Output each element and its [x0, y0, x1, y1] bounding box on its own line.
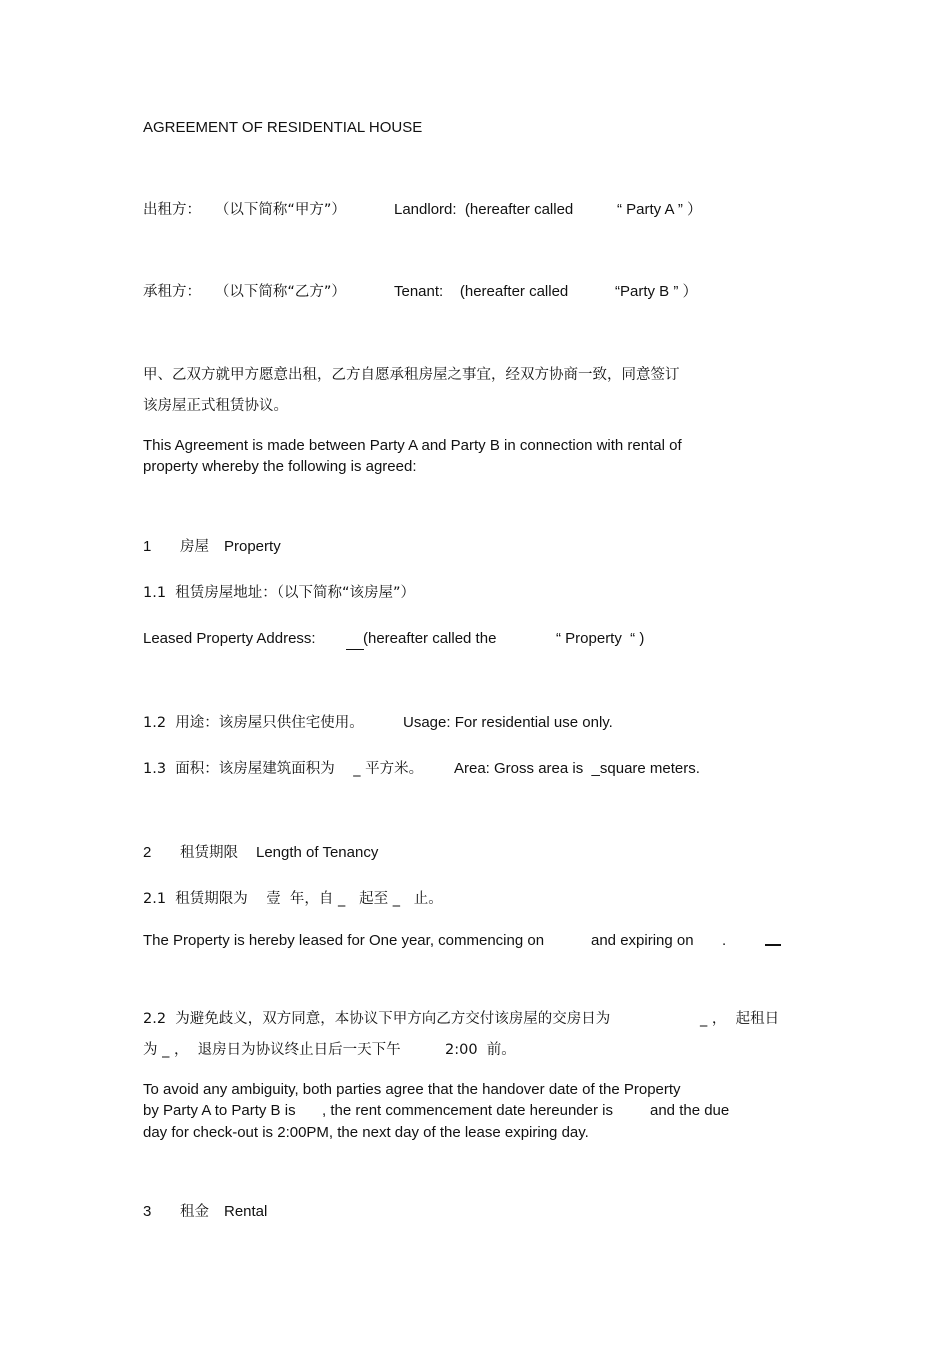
intro-cn-line-2: 该房屋正式租赁协议。 [143, 398, 288, 414]
document-title: AGREEMENT OF RESIDENTIAL HOUSE [143, 119, 423, 136]
period-mark: . [722, 932, 727, 949]
due-text: and the due [650, 1102, 730, 1119]
expiring-text: and expiring on [591, 932, 694, 949]
section-number: 2 [143, 844, 152, 861]
section-number: 1 [143, 538, 152, 555]
section-number: 3 [143, 1203, 152, 1220]
clause-2-2-en-line-3: day for check-out is 2:00PM, the next day of the lease expiring day. [143, 1124, 589, 1141]
tenant-en: Tenant: (hereafter called [394, 283, 569, 300]
address-property-quote: “ Property “ ) [556, 630, 645, 647]
blank-dash [765, 944, 781, 946]
section-title-en: Property [224, 538, 281, 555]
section-title-cn: 租赁期限 [180, 845, 238, 861]
landlord-cn: 出租方： （以下简称“甲方”） [143, 202, 346, 218]
section-title-cn: 租金 [180, 1204, 209, 1220]
address-blank [346, 629, 364, 650]
clause-2-1-cn: 2.1 租赁期限为 壹 年，自 _ 起至 _ 止。 [143, 891, 443, 907]
commencement-text: , the rent commencement date hereunder is [322, 1102, 613, 1119]
tenant-quote: “Party B ” ） [615, 283, 698, 300]
clause-2-2-cn-line-2-end: 2:00 前。 [445, 1042, 516, 1058]
clause-2-2-en-line-1: To avoid any ambiguity, both parties agree that the handover date of the Property [143, 1081, 681, 1098]
clause-1-2-cn: 1.2 用途：该房屋只供住宅使用。 [143, 715, 364, 731]
section-title-cn: 房屋 [180, 539, 209, 555]
landlord-en: Landlord: (hereafter called [394, 201, 574, 218]
clause-1-1-cn: 1.1 租赁房屋地址：（以下简称“该房屋”） [143, 585, 416, 601]
clause-2-2-cn-line-1-end: _ ， 起租日 [700, 1011, 780, 1027]
section-title-en: Length of Tenancy [256, 844, 379, 861]
intro-cn-line-1: 甲、乙双方就甲方愿意出租，乙方自愿承租房屋之事宜，经双方协商一致，同意签订 [143, 367, 680, 383]
commencing-text: The Property is hereby leased for One year, commencing on [143, 932, 545, 949]
clause-1-2-en: Usage: For residential use only. [403, 714, 613, 731]
address-hereafter: (hereafter called the [363, 630, 497, 647]
clause-1-3-cn: 1.3 面积：该房屋建筑面积为 _ 平方米。 [143, 761, 424, 777]
intro-en-line-1: This Agreement is made between Party A and Party B in connection with rental of [143, 437, 682, 454]
tenant-cn: 承租方： （以下简称“乙方”） [143, 284, 346, 300]
clause-2-2-cn-line-2: 为 _ ， 退房日为协议终止日后一天下午 [143, 1042, 401, 1058]
handover-text: by Party A to Party B is [143, 1102, 296, 1119]
address-label: Leased Property Address: [143, 630, 316, 647]
clause-1-3-en: Area: Gross area is _square meters. [454, 760, 700, 777]
intro-en-line-2: property whereby the following is agreed: [143, 458, 417, 475]
clause-2-2-cn-line-1: 2.2 为避免歧义，双方同意，本协议下甲方向乙方交付该房屋的交房日为 [143, 1011, 611, 1027]
section-title-en: Rental [224, 1203, 268, 1220]
landlord-quote: “ Party A ” ） [617, 201, 703, 218]
